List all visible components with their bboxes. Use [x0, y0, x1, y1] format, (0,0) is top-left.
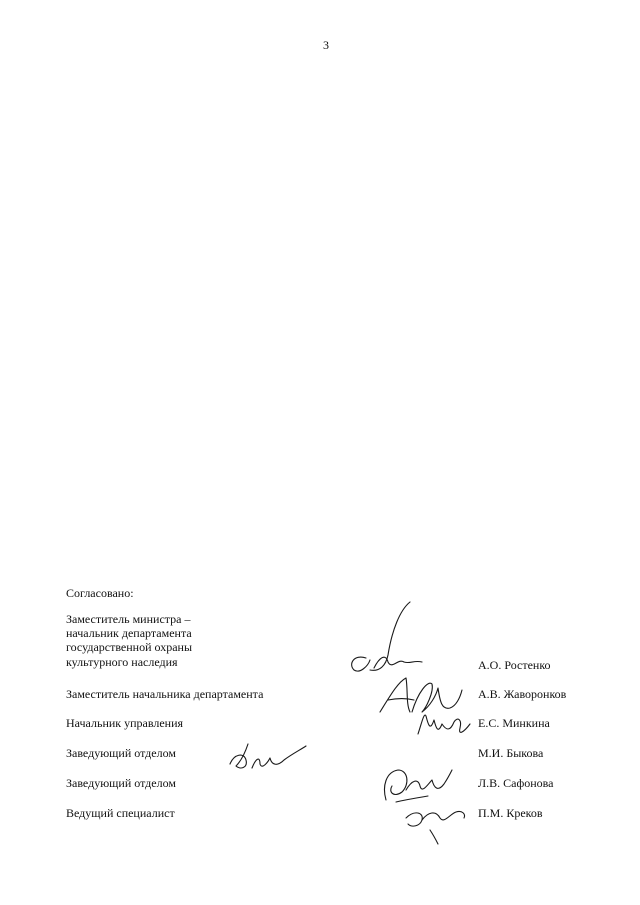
signatory-name-minkina: Е.С. Минкина [478, 716, 550, 730]
signatory-title-bykova: Заведующий отделом [66, 746, 176, 760]
signatory-name-bykova: М.И. Быкова [478, 746, 544, 760]
signatory-title-rostenko: Заместитель министра – начальник департамента государственной охраны культурного наследия [66, 612, 193, 669]
signature-minkina [414, 702, 474, 742]
signatory-name-rostenko: А.О. Ростенко [478, 658, 551, 672]
signature-rostenko [340, 600, 440, 680]
page-number: 3 [323, 38, 329, 52]
approval-heading: Согласовано: [66, 586, 134, 600]
signatory-name-zhavoronkov: А.В. Жаворонков [478, 687, 567, 701]
signatory-title-zhavoronkov: Заместитель начальника департамента [66, 687, 264, 701]
signatory-name-safonova: Л.В. Сафонова [478, 776, 554, 790]
signatory-title-minkina: Начальник управления [66, 716, 184, 730]
signatory-title-safonova: Заведующий отделом [66, 776, 176, 790]
signatory-name-krekov: П.М. Креков [478, 806, 543, 820]
signature-bykova-first [226, 740, 310, 776]
signatory-title-krekov: Ведущий специалист [66, 806, 175, 820]
signature-krekov [400, 800, 470, 846]
